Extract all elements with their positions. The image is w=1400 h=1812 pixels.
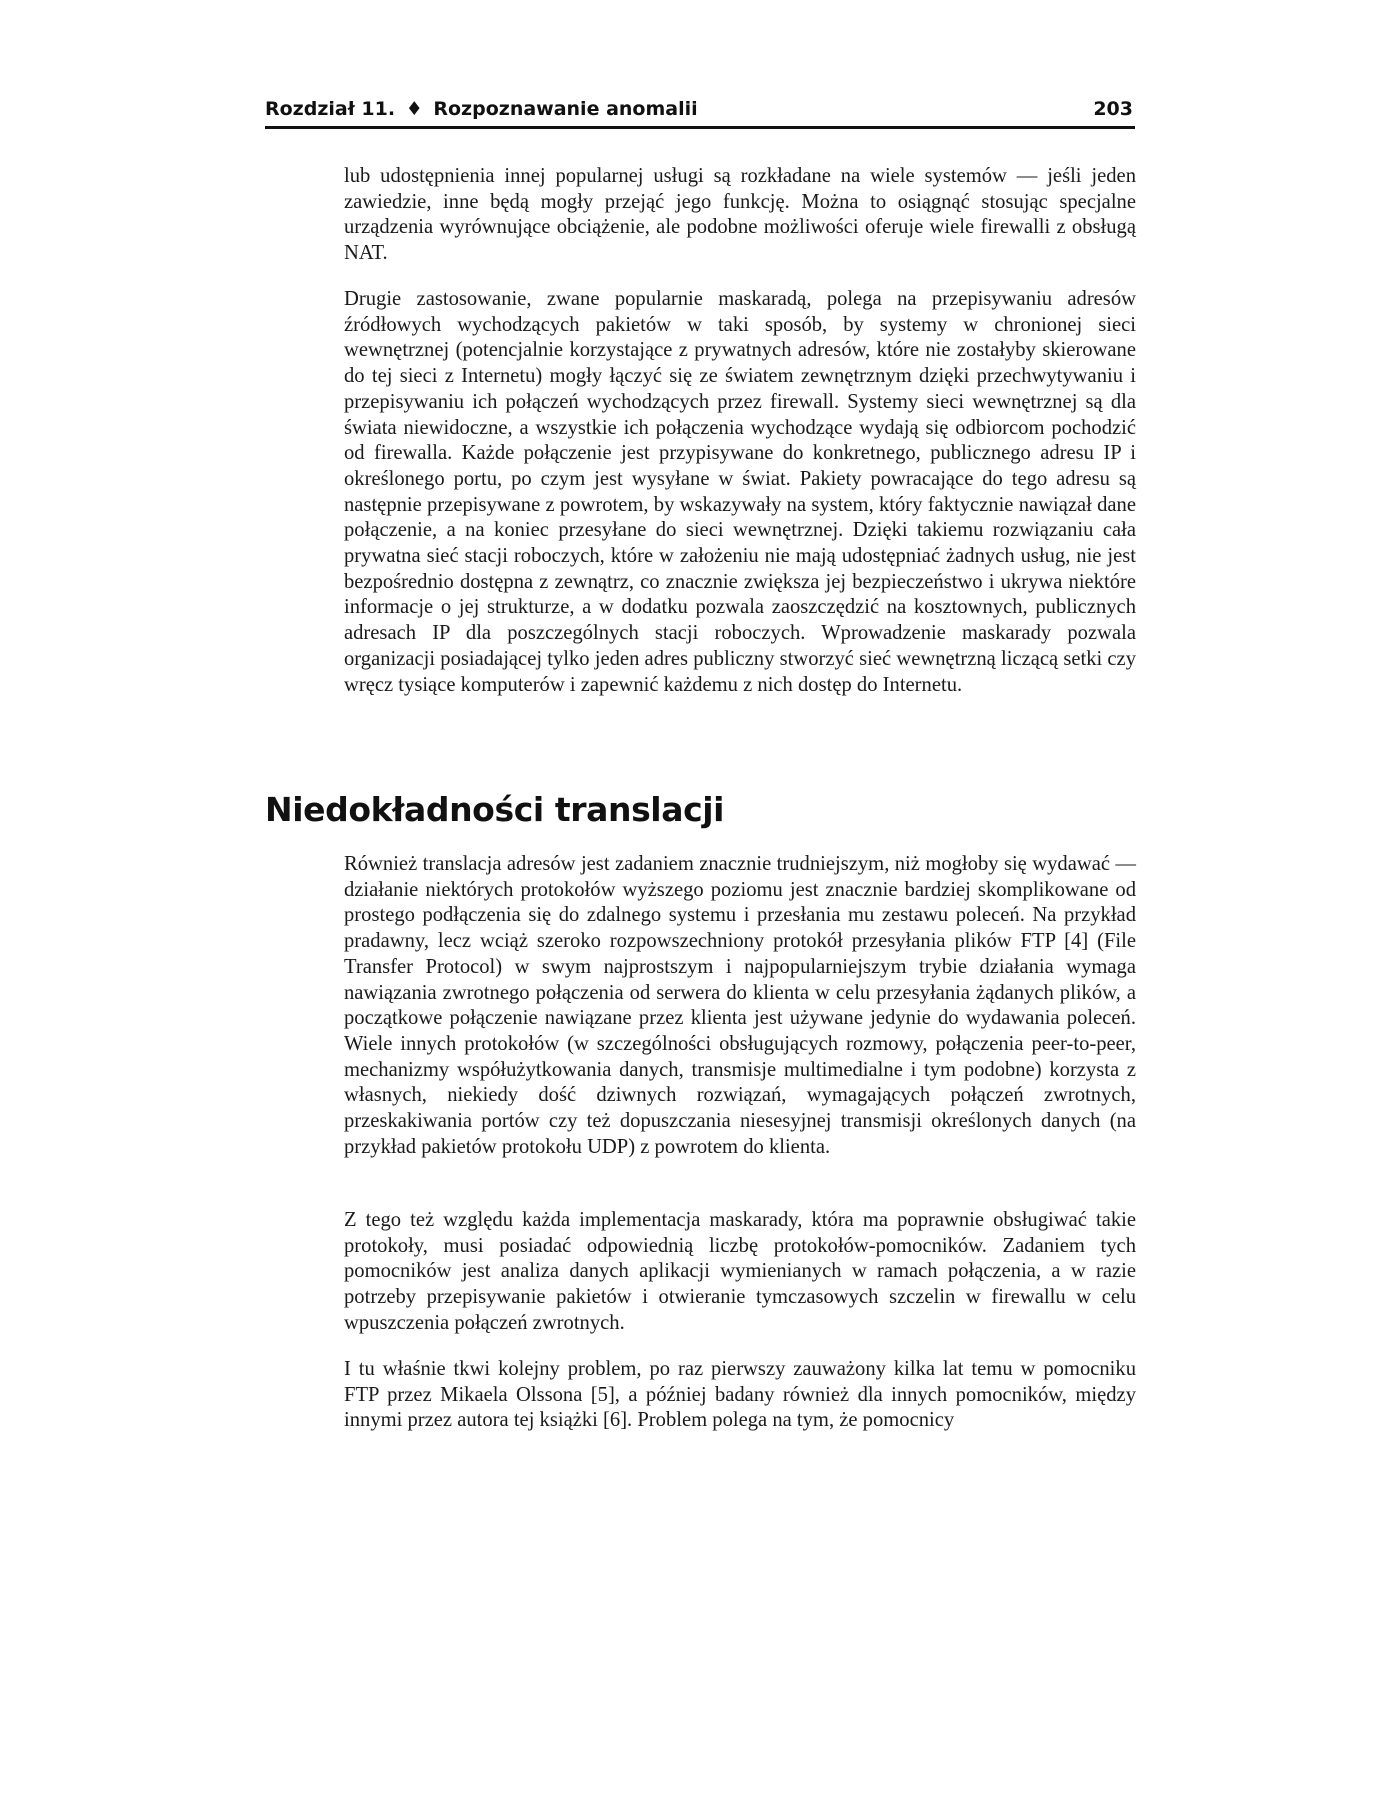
paragraph-3	[344, 852, 1136, 1160]
section-heading: Niedokładności translacji	[265, 790, 725, 829]
chapter-title: Rozpoznawanie anomalii	[433, 98, 698, 120]
paragraph-text: Drugie zastosowanie, zwane popularnie maskaradą, polega na przepisywaniu adresów źródłowych wychodzących pakietów w taki sposób, by systemy w chronionej sieci wewnętrznej (potencjalnie korzystające z prywatnych adresów, które nie zostałyby skierowane do tej sieci z Internetu) mogły łączyć się ze światem zewnętrznym dzięki przechwytywaniu i przepisywaniu ich połączeń wychodzących przez firewall. Systemy sieci wewnętrznej są dla świata niewidoczne, a wszystkie ich połączenia wychodzące wydają się odbiorcom pochodzić od firewalla. Każde połączenie jest przypisywane do konkretnego, publicznego adresu IP i określonego portu, po czym jest wysyłane w świat. Pakiety powracające do tego adresu są następnie przepisywane z powrotem, by wskazywały na system, który faktycznie nawiązał dane połączenie, a na koniec przesyłane do sieci wewnętrznej. Dzięki takiemu rozwiązaniu cała prywatna sieć stacji roboczych, które w założeniu nie mają udostępniać żadnych usług, nie jest bezpośrednio dostępna z zewnątrz, co znacznie zwiększa jej bezpieczeństwo i ukrywa niektóre informacje o jej strukturze, a w dodatku pozwala zaoszczędzić na kosztownych, publicznych adresach IP dla poszczególnych stacji roboczych. Wprowadzenie maskarady pozwala organizacji posiadającej tylko jeden adres publiczny stworzyć sieć wewnętrzną liczącą setki czy wręcz tysiące komputerów i zapewnić każdemu z nich dostęp do Internetu.	[344, 288, 1136, 696]
paragraph-1	[344, 164, 1136, 267]
paragraph-text: I tu właśnie tkwi kolejny problem, po raz pierwszy zauważony kilka lat temu w pomocniku FTP przez Mikaela Olssona [5], a później badany również dla innych pomocników, między innymi przez autora tej książki [6]. Problem polega na tym, że pomocnicy	[344, 1358, 1136, 1432]
diamond-separator-icon: ♦	[405, 98, 423, 120]
chapter-number: Rozdział 11.	[265, 98, 396, 120]
paragraph-4	[344, 1208, 1136, 1337]
paragraph-text: lub udostępnienia innej popularnej usługi są rozkładane na wiele systemów — jeśli jeden zawiedzie, inne będą mogły przejąć jego funkcję. Można to osiągnąć stosując specjalne urządzenia wyrównujące obciążenie, ale podobne możliwości oferuje wiele firewalli z obsługą NAT.	[344, 165, 1136, 265]
paragraph-text: Z tego też względu każda implementacja maskarady, która ma poprawnie obsługiwać takie protokoły, musi posiadać odpowiednią liczbę protokołów-pomocników. Zadaniem tych pomocników jest analiza danych aplikacji wymienianych w ramach połączenia, a w razie potrzeby przepisywanie pakietów i otwieranie tymczasowych szczelin w firewallu w celu wpuszczenia połączeń zwrotnych.	[344, 1209, 1136, 1334]
paragraph-5	[344, 1357, 1136, 1434]
paragraph-2	[344, 287, 1136, 698]
running-header	[265, 96, 1135, 129]
paragraph-text: Również translacja adresów jest zadaniem znacznie trudniejszym, niż mogłoby się wydawać — działanie niektórych protokołów wyższego poziomu jest znacznie bardziej skomplikowane od prostego podłączenia się do zdalnego systemu i przesłania mu zestawu poleceń. Na przykład pradawny, lecz wciąż szeroko rozpowszechniony protokół przesyłania plików FTP [4] (File Transfer Protocol) w swym najprostszym i najpopularniejszym trybie działania wymaga nawiązania zwrotnego połączenia od serwera do klienta w celu przesyłania żądanych plików, a początkowe połączenie nawiązane przez klienta jest używane jedynie do wydawania poleceń. Wiele innych protokołów (w szczególności obsługujących rozmowy, połączenia peer-to-peer, mechanizmy współużytkowania danych, transmisje multimedialne i tym podobne) korzysta z własnych, niekiedy dość dziwnych rozwiązań, wymagających połączeń zwrotnych, przeskakiwania portów czy też dopuszczania niesesyjnej transmisji określonych danych (na przykład pakietów protokołu UDP) z powrotem do klienta.	[344, 853, 1136, 1158]
chapter-heading	[265, 98, 698, 120]
page-number: 203	[1093, 98, 1133, 120]
